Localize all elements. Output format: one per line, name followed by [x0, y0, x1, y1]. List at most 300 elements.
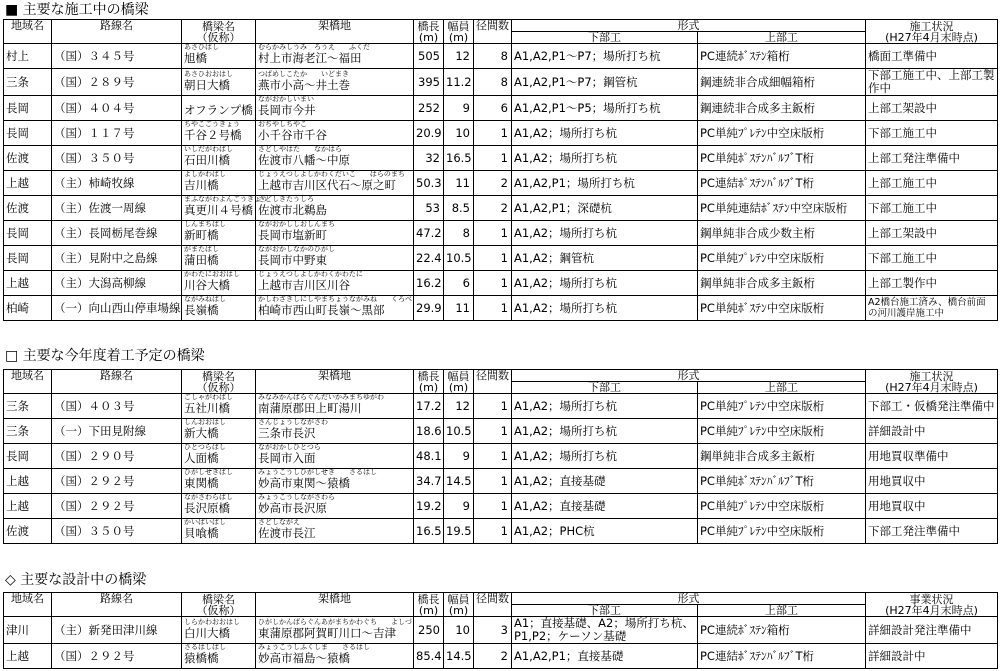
header-type: [512, 593, 866, 605]
header-status: [866, 370, 998, 394]
cell-bridge-ruby: さるはしばし: [184, 643, 226, 651]
header-bridge-label: 橋梁名: [202, 592, 235, 606]
cell-spans: 1: [474, 444, 512, 469]
header-bridge: [182, 20, 256, 44]
cell-location-text: 三条市長沢: [258, 426, 316, 440]
cell-superstructure: PC単純ﾌﾟﾚﾃﾝ中空床版桁: [698, 121, 866, 146]
cell-location-text: 長岡市塩新町: [258, 228, 327, 242]
header-status: [866, 593, 998, 617]
cell-region: 上越: [4, 271, 52, 296]
cell-bridge-ruby: よしかわばし: [184, 170, 226, 178]
cell-route: （国）３５０号: [52, 519, 182, 544]
cell-width: 9: [444, 494, 474, 519]
cell-route: （主）見附中之島線: [52, 246, 182, 271]
cell-width: 11: [444, 296, 474, 321]
header-length-label: 橋長: [417, 369, 440, 383]
cell-substructure: A1,A2,P1～P7；場所打ち杭: [512, 44, 698, 69]
header-bridge-sublabel: （仮称）: [196, 30, 241, 44]
cell-length: 18.6: [414, 419, 444, 444]
header-status-sublabel: (H27年4月末時点): [885, 380, 978, 394]
cell-length: 395: [414, 69, 444, 96]
header-length: [414, 20, 444, 44]
cell-width: 12: [444, 394, 474, 419]
bridge-table: [3, 369, 998, 544]
header-spans-label: 径間数: [476, 19, 509, 32]
cell-bridge-text: 五社川橋: [184, 401, 230, 415]
cell-route: （国）４０３号: [52, 394, 182, 419]
cell-location: [256, 444, 414, 469]
header-sub-label: 下部工: [588, 31, 621, 44]
cell-bridge-ruby: しらかわおおはし: [184, 618, 240, 626]
cell-location-ruby: ながおかしいまい: [258, 95, 314, 103]
cell-location-ruby: ひがしかんばらぐんあがまちかわぐち よしづ: [258, 618, 412, 626]
cell-superstructure: PC連続ﾎﾞｽﾃﾝ箱桁: [698, 617, 866, 644]
cell-status: A2橋台施工済み、橋台前面の河川護岸施工中: [866, 296, 998, 321]
cell-region: 長岡: [4, 221, 52, 246]
cell-superstructure: PC連続ﾎﾞｽﾃﾝ箱桁: [698, 44, 866, 69]
cell-location-text: 村上市海老江～福田: [258, 51, 362, 65]
cell-location-text: 小千谷市千谷: [258, 128, 327, 142]
cell-spans: 1: [474, 419, 512, 444]
header-super: [698, 382, 866, 394]
cell-bridge-ruby: かいばいばし: [184, 518, 226, 526]
header-route-label: 路線名: [100, 369, 133, 382]
header-region-label: 地域名: [11, 592, 44, 605]
header-spans: [474, 370, 512, 394]
header-sub: [512, 32, 698, 44]
cell-bridge: [182, 271, 256, 296]
cell-bridge-ruby: がまたばし: [184, 245, 219, 253]
cell-location-ruby: みなみかんばらぐんだいかみまちゆがわ: [258, 393, 384, 401]
cell-spans: 1: [474, 246, 512, 271]
cell-length: 252: [414, 96, 444, 121]
cell-superstructure: 鋼単純非合成多主鈑桁: [698, 444, 866, 469]
cell-spans: 1: [474, 469, 512, 494]
cell-width: 9: [444, 96, 474, 121]
cell-region: 上越: [4, 644, 52, 669]
table-row: [4, 196, 998, 221]
cell-spans: 2: [474, 171, 512, 196]
cell-status: 下部工施工中、上部工製作中: [866, 69, 998, 96]
cell-length: 50.3: [414, 171, 444, 196]
header-status-sublabel: (H27年4月末時点): [885, 30, 978, 44]
cell-location-ruby: むらかみしうみ ろうえ ふくだ: [258, 43, 370, 51]
cell-bridge-ruby: しんまちばし: [184, 220, 226, 228]
cell-superstructure: PC単純連結ﾎﾞｽﾃﾝ中空床版桁: [698, 196, 866, 221]
cell-region: 三条: [4, 69, 52, 96]
header-width-label: 幅員: [447, 592, 470, 606]
section-title-planned: □ 主要な今年度着工予定の橋梁: [5, 348, 205, 364]
cell-spans: 1: [474, 221, 512, 246]
table-row: [4, 394, 998, 419]
cell-bridge: [182, 494, 256, 519]
header-bridge-sublabel: （仮称）: [196, 603, 241, 617]
table-row: [4, 271, 998, 296]
cell-location-text: 柏崎市西山町長嶺～黒部: [258, 303, 385, 317]
cell-bridge-text: 千谷２号橋: [184, 128, 242, 142]
cell-length: 47.2: [414, 221, 444, 246]
cell-spans: 8: [474, 69, 512, 96]
cell-route: （国）３５０号: [52, 146, 182, 171]
cell-status: 下部工発注準備中: [866, 519, 998, 544]
cell-length: 32: [414, 146, 444, 171]
cell-bridge-ruby: ながみねばし: [184, 295, 226, 303]
cell-location: [256, 121, 414, 146]
cell-location-ruby: みょうこうしながさわら: [258, 493, 335, 501]
header-location-label: 架橋地: [318, 369, 351, 382]
cell-substructure: A1,A2；場所打ち杭: [512, 271, 698, 296]
cell-bridge: [182, 96, 256, 121]
header-status-label: 事業状況: [909, 592, 954, 606]
header-location: [256, 593, 414, 617]
table-row: [4, 644, 998, 669]
header-status-label: 施工状況: [909, 369, 954, 383]
cell-location: [256, 69, 414, 96]
cell-bridge: [182, 171, 256, 196]
cell-route: （主）長岡栃尾巻線: [52, 221, 182, 246]
header-bridge-label: 橋梁名: [202, 19, 235, 33]
table-row: [4, 617, 998, 644]
cell-location-text: 佐渡市長江: [258, 526, 316, 540]
cell-width: 9: [444, 444, 474, 469]
header-super: [698, 605, 866, 617]
cell-region: 三条: [4, 394, 52, 419]
cell-bridge: [182, 394, 256, 419]
cell-location: [256, 221, 414, 246]
cell-width: 11.2: [444, 69, 474, 96]
header-type-label: 形式: [677, 19, 700, 32]
cell-length: 22.4: [414, 246, 444, 271]
cell-length: 19.2: [414, 494, 444, 519]
cell-substructure: A1,A2；場所打ち杭: [512, 444, 698, 469]
cell-spans: 6: [474, 96, 512, 121]
cell-status: 橋面工準備中: [866, 44, 998, 69]
header-width: [444, 370, 474, 394]
header-location-label: 架橋地: [318, 592, 351, 605]
bridge-table: [3, 592, 998, 669]
header-sub-label: 下部工: [588, 604, 621, 617]
cell-bridge: [182, 469, 256, 494]
cell-substructure: A1,A2；PHC杭: [512, 519, 698, 544]
cell-location-text: 妙高市長沢原: [258, 501, 327, 515]
header-super-label: 上部工: [765, 31, 798, 44]
table-row: [4, 296, 998, 321]
cell-route: （主）新発田津川線: [52, 617, 182, 644]
cell-status: 下部工施工中: [866, 246, 998, 271]
header-location: [256, 20, 414, 44]
cell-status: 下部工施工中: [866, 121, 998, 146]
cell-status: 用地買収準備中: [866, 444, 998, 469]
cell-bridge-text: 白川大橋: [184, 626, 230, 640]
header-super-label: 上部工: [765, 381, 798, 394]
cell-width: 16.5: [444, 146, 474, 171]
table-row: [4, 519, 998, 544]
cell-location-text: 上越市吉川区代石～原之町: [258, 178, 396, 192]
cell-status: 用地買収中: [866, 494, 998, 519]
header-width-label: 幅員: [447, 19, 470, 33]
header-region: [4, 593, 52, 617]
cell-length: 85.4: [414, 644, 444, 669]
cell-bridge-ruby: まふながわよんごうきょう: [184, 195, 268, 203]
cell-length: 34.7: [414, 469, 444, 494]
cell-width: 10: [444, 617, 474, 644]
cell-bridge-ruby: あさひおおはし: [184, 70, 233, 78]
cell-status: 詳細設計発注準備中: [866, 617, 998, 644]
cell-bridge-text: 朝日大橋: [184, 78, 230, 92]
header-type-label: 形式: [677, 592, 700, 605]
header-type-label: 形式: [677, 369, 700, 382]
cell-width: 6: [444, 271, 474, 296]
cell-region: 三条: [4, 419, 52, 444]
cell-substructure: A1,A2；場所打ち杭: [512, 121, 698, 146]
cell-location: [256, 44, 414, 69]
cell-route: （国）２９０号: [52, 444, 182, 469]
cell-status: 上部工発注準備中: [866, 146, 998, 171]
table-row: [4, 444, 998, 469]
cell-superstructure: PC単純ﾎﾞｽﾃﾝﾊﾞﾙﾌﾞT桁: [698, 469, 866, 494]
cell-location: [256, 494, 414, 519]
cell-length: 505: [414, 44, 444, 69]
cell-location-ruby: さんじょうしながさわ: [258, 418, 328, 426]
table-row: [4, 469, 998, 494]
cell-superstructure: PC単純ﾎﾟｽﾃﾝﾊﾞﾙﾌﾞT桁: [698, 146, 866, 171]
table-row: [4, 146, 998, 171]
cell-location: [256, 519, 414, 544]
cell-route: （国）４０４号: [52, 96, 182, 121]
cell-bridge: [182, 246, 256, 271]
cell-bridge-ruby: ひとつらばし: [184, 443, 226, 451]
cell-route: （国）２９２号: [52, 644, 182, 669]
cell-location-ruby: ながおかしひとつら: [258, 443, 321, 451]
cell-superstructure: PC単純ﾌﾟﾚﾃﾝ中空床版桁: [698, 519, 866, 544]
cell-superstructure: 鋼単純非合成多主鈑桁: [698, 271, 866, 296]
cell-location-text: 佐渡市北鵜島: [258, 203, 327, 217]
cell-bridge-text: 貝喰橋: [184, 526, 219, 540]
cell-substructure: A1,A2；鋼管杭: [512, 246, 698, 271]
header-route-label: 路線名: [100, 19, 133, 32]
cell-location: [256, 146, 414, 171]
header-sub: [512, 382, 698, 394]
cell-bridge: [182, 519, 256, 544]
bridge-table: [3, 19, 998, 321]
cell-bridge-text: 旭橋: [184, 51, 207, 65]
cell-route: （国）２８９号: [52, 69, 182, 96]
header-bridge-sublabel: （仮称）: [196, 380, 241, 394]
header-region-label: 地域名: [11, 369, 44, 382]
cell-location-text: 長岡市今井: [258, 103, 316, 117]
header-sub-label: 下部工: [588, 381, 621, 394]
cell-length: 16.2: [414, 271, 444, 296]
cell-status: 下部工施工中: [866, 196, 998, 221]
cell-region: 長岡: [4, 246, 52, 271]
cell-location-text: 南蒲原郡田上町湯川: [258, 401, 362, 415]
cell-bridge-text: 蒲田橋: [184, 253, 219, 267]
header-width-sublabel: (m): [448, 30, 469, 44]
header-status-sublabel: (H27年4月末時点): [885, 603, 978, 617]
header-sub: [512, 605, 698, 617]
cell-route: （国）１１７号: [52, 121, 182, 146]
header-type: [512, 370, 866, 382]
cell-bridge-ruby: しんおおはし: [184, 418, 226, 426]
cell-status: 詳細設計中: [866, 644, 998, 669]
cell-region: 長岡: [4, 121, 52, 146]
cell-bridge-ruby: かわたにおおはし: [184, 270, 240, 278]
cell-substructure: A1,A2,P1；直接基礎: [512, 644, 698, 669]
cell-superstructure: PC単純ﾎﾞｽﾃﾝ中空床版桁: [698, 296, 866, 321]
cell-bridge: [182, 69, 256, 96]
cell-region: 柏崎: [4, 296, 52, 321]
cell-route: （一）下田見附線: [52, 419, 182, 444]
cell-spans: 3: [474, 617, 512, 644]
header-width: [444, 593, 474, 617]
header-status: [866, 20, 998, 44]
cell-superstructure: 鋼連続非合成多主鈑桁: [698, 96, 866, 121]
header-width-sublabel: (m): [448, 380, 469, 394]
cell-location-ruby: つばめしこたか いどまき: [258, 70, 349, 78]
section-title-under-construction: ■ 主要な施工中の橋梁: [5, 2, 149, 18]
cell-location: [256, 617, 414, 644]
cell-route: （主）大潟高柳線: [52, 271, 182, 296]
cell-bridge-ruby: いしだがわばし: [184, 145, 233, 153]
header-region-label: 地域名: [11, 19, 44, 32]
cell-width: 10.5: [444, 246, 474, 271]
cell-bridge-text: 東関橋: [184, 476, 219, 490]
cell-bridge-text: 川谷大橋: [184, 278, 230, 292]
cell-spans: 1: [474, 121, 512, 146]
header-route: [52, 370, 182, 394]
cell-location-text: 妙高市東関～猿橋: [258, 476, 350, 490]
cell-spans: 2: [474, 196, 512, 221]
cell-width: 14.5: [444, 644, 474, 669]
section-title-design: ◇ 主要な設計中の橋梁: [5, 572, 147, 588]
cell-bridge: [182, 195, 268, 221]
cell-superstructure: 鋼連続非合成細幅箱桁: [698, 69, 866, 96]
cell-substructure: A1,A2；場所打ち杭: [512, 296, 698, 321]
header-spans: [474, 20, 512, 44]
header-bridge-label: 橋梁名: [202, 369, 235, 383]
cell-bridge-text: 吉川橋: [184, 178, 219, 192]
header-length: [414, 370, 444, 394]
cell-location-ruby: みょうこうしふくしま さるはし: [258, 643, 370, 651]
cell-bridge: [182, 419, 256, 444]
cell-bridge-ruby: ごしゃがわばし: [184, 393, 233, 401]
header-status-label: 施工状況: [909, 19, 954, 33]
header-route: [52, 20, 182, 44]
cell-length: 16.5: [414, 519, 444, 544]
cell-status: 用地買収中: [866, 469, 998, 494]
cell-width: 10: [444, 121, 474, 146]
header-length-label: 橋長: [417, 592, 440, 606]
cell-substructure: A1,A2,P1～P5；場所打ち杭: [512, 96, 698, 121]
cell-substructure: A1,A2；直接基礎: [512, 494, 698, 519]
cell-bridge-text: 石田川橋: [184, 153, 230, 167]
cell-spans: 2: [474, 644, 512, 669]
cell-bridge-text: 新大橋: [184, 426, 219, 440]
cell-substructure: A1,A2,P1；場所打ち杭: [512, 171, 698, 196]
cell-spans: 1: [474, 519, 512, 544]
cell-location-ruby: ながおかしなかのひがし: [258, 245, 335, 253]
cell-location-ruby: さどしながえ: [258, 518, 300, 526]
cell-length: 17.2: [414, 394, 444, 419]
cell-superstructure: PC単純ﾌﾟﾚﾃﾝ中空床版桁: [698, 394, 866, 419]
cell-bridge: [182, 44, 256, 69]
cell-bridge-text: 新町橋: [184, 228, 219, 242]
header-route: [52, 593, 182, 617]
header-region: [4, 20, 52, 44]
cell-length: 48.1: [414, 444, 444, 469]
cell-bridge-ruby: ながさわらばし: [184, 493, 233, 501]
cell-location: [256, 419, 414, 444]
table-row: [4, 171, 998, 196]
cell-region: 佐渡: [4, 146, 52, 171]
cell-location-ruby: みょうこうしひがしせき さるはし: [258, 468, 377, 476]
header-type: [512, 20, 866, 32]
cell-bridge-text: 人面橋: [184, 451, 219, 465]
cell-length: 29.9: [414, 296, 444, 321]
cell-route: （国）２９２号: [52, 469, 182, 494]
cell-bridge-ruby: あさひばし: [184, 43, 219, 51]
cell-bridge: [182, 121, 256, 146]
cell-route: （一）向山西山停車場線: [52, 296, 182, 321]
cell-superstructure: PC単純ﾌﾟﾚﾃﾝ中空床版桁: [698, 246, 866, 271]
cell-width: 10.5: [444, 419, 474, 444]
cell-length: 250: [414, 617, 444, 644]
cell-width: 12: [444, 44, 474, 69]
cell-location: [256, 394, 414, 419]
header-length-sublabel: (m): [418, 30, 439, 44]
table-row: [4, 221, 998, 246]
table-row: [4, 494, 998, 519]
header-super: [698, 32, 866, 44]
cell-substructure: A1；直接基礎、A2；場所打ち杭、P1,P2；ケーソン基礎: [512, 617, 698, 644]
cell-location-ruby: じょうえつしよしかわくかわたに: [258, 270, 363, 278]
cell-status: 上部工架設中: [866, 221, 998, 246]
cell-status: 下部工・仮橋発注準備中: [866, 394, 998, 419]
header-spans: [474, 593, 512, 617]
header-route-label: 路線名: [100, 592, 133, 605]
cell-region: 津川: [4, 617, 52, 644]
cell-bridge-text: 真更川４号橋: [184, 203, 253, 217]
cell-region: 長岡: [4, 444, 52, 469]
cell-region: 村上: [4, 44, 52, 69]
cell-location: [256, 469, 414, 494]
cell-spans: 1: [474, 494, 512, 519]
cell-substructure: A1,A2；場所打ち杭: [512, 221, 698, 246]
cell-spans: 1: [474, 271, 512, 296]
cell-location-ruby: じょうえつしよしかわくだいこ はらのまち: [258, 170, 405, 178]
cell-route: （主）佐渡一周線: [52, 196, 182, 221]
table-row: [4, 96, 998, 121]
cell-substructure: A1,A2；直接基礎: [512, 469, 698, 494]
cell-width: 11: [444, 171, 474, 196]
cell-bridge: [182, 617, 256, 644]
cell-location: [256, 171, 414, 196]
cell-bridge-text: 長嶺橋: [184, 303, 219, 317]
cell-bridge-text: オフランプ橋: [184, 103, 253, 117]
header-length-sublabel: (m): [418, 603, 439, 617]
header-region: [4, 370, 52, 394]
cell-bridge: [182, 296, 256, 321]
cell-length: 20.9: [414, 121, 444, 146]
cell-location: [256, 271, 414, 296]
cell-region: 長岡: [4, 96, 52, 121]
cell-location: [256, 296, 414, 321]
cell-location-ruby: おぢやしちやこ: [258, 120, 307, 128]
table-row: [4, 419, 998, 444]
cell-substructure: A1,A2；場所打ち杭: [512, 146, 698, 171]
cell-status: 詳細設計中: [866, 419, 998, 444]
cell-substructure: A1,A2；場所打ち杭: [512, 394, 698, 419]
